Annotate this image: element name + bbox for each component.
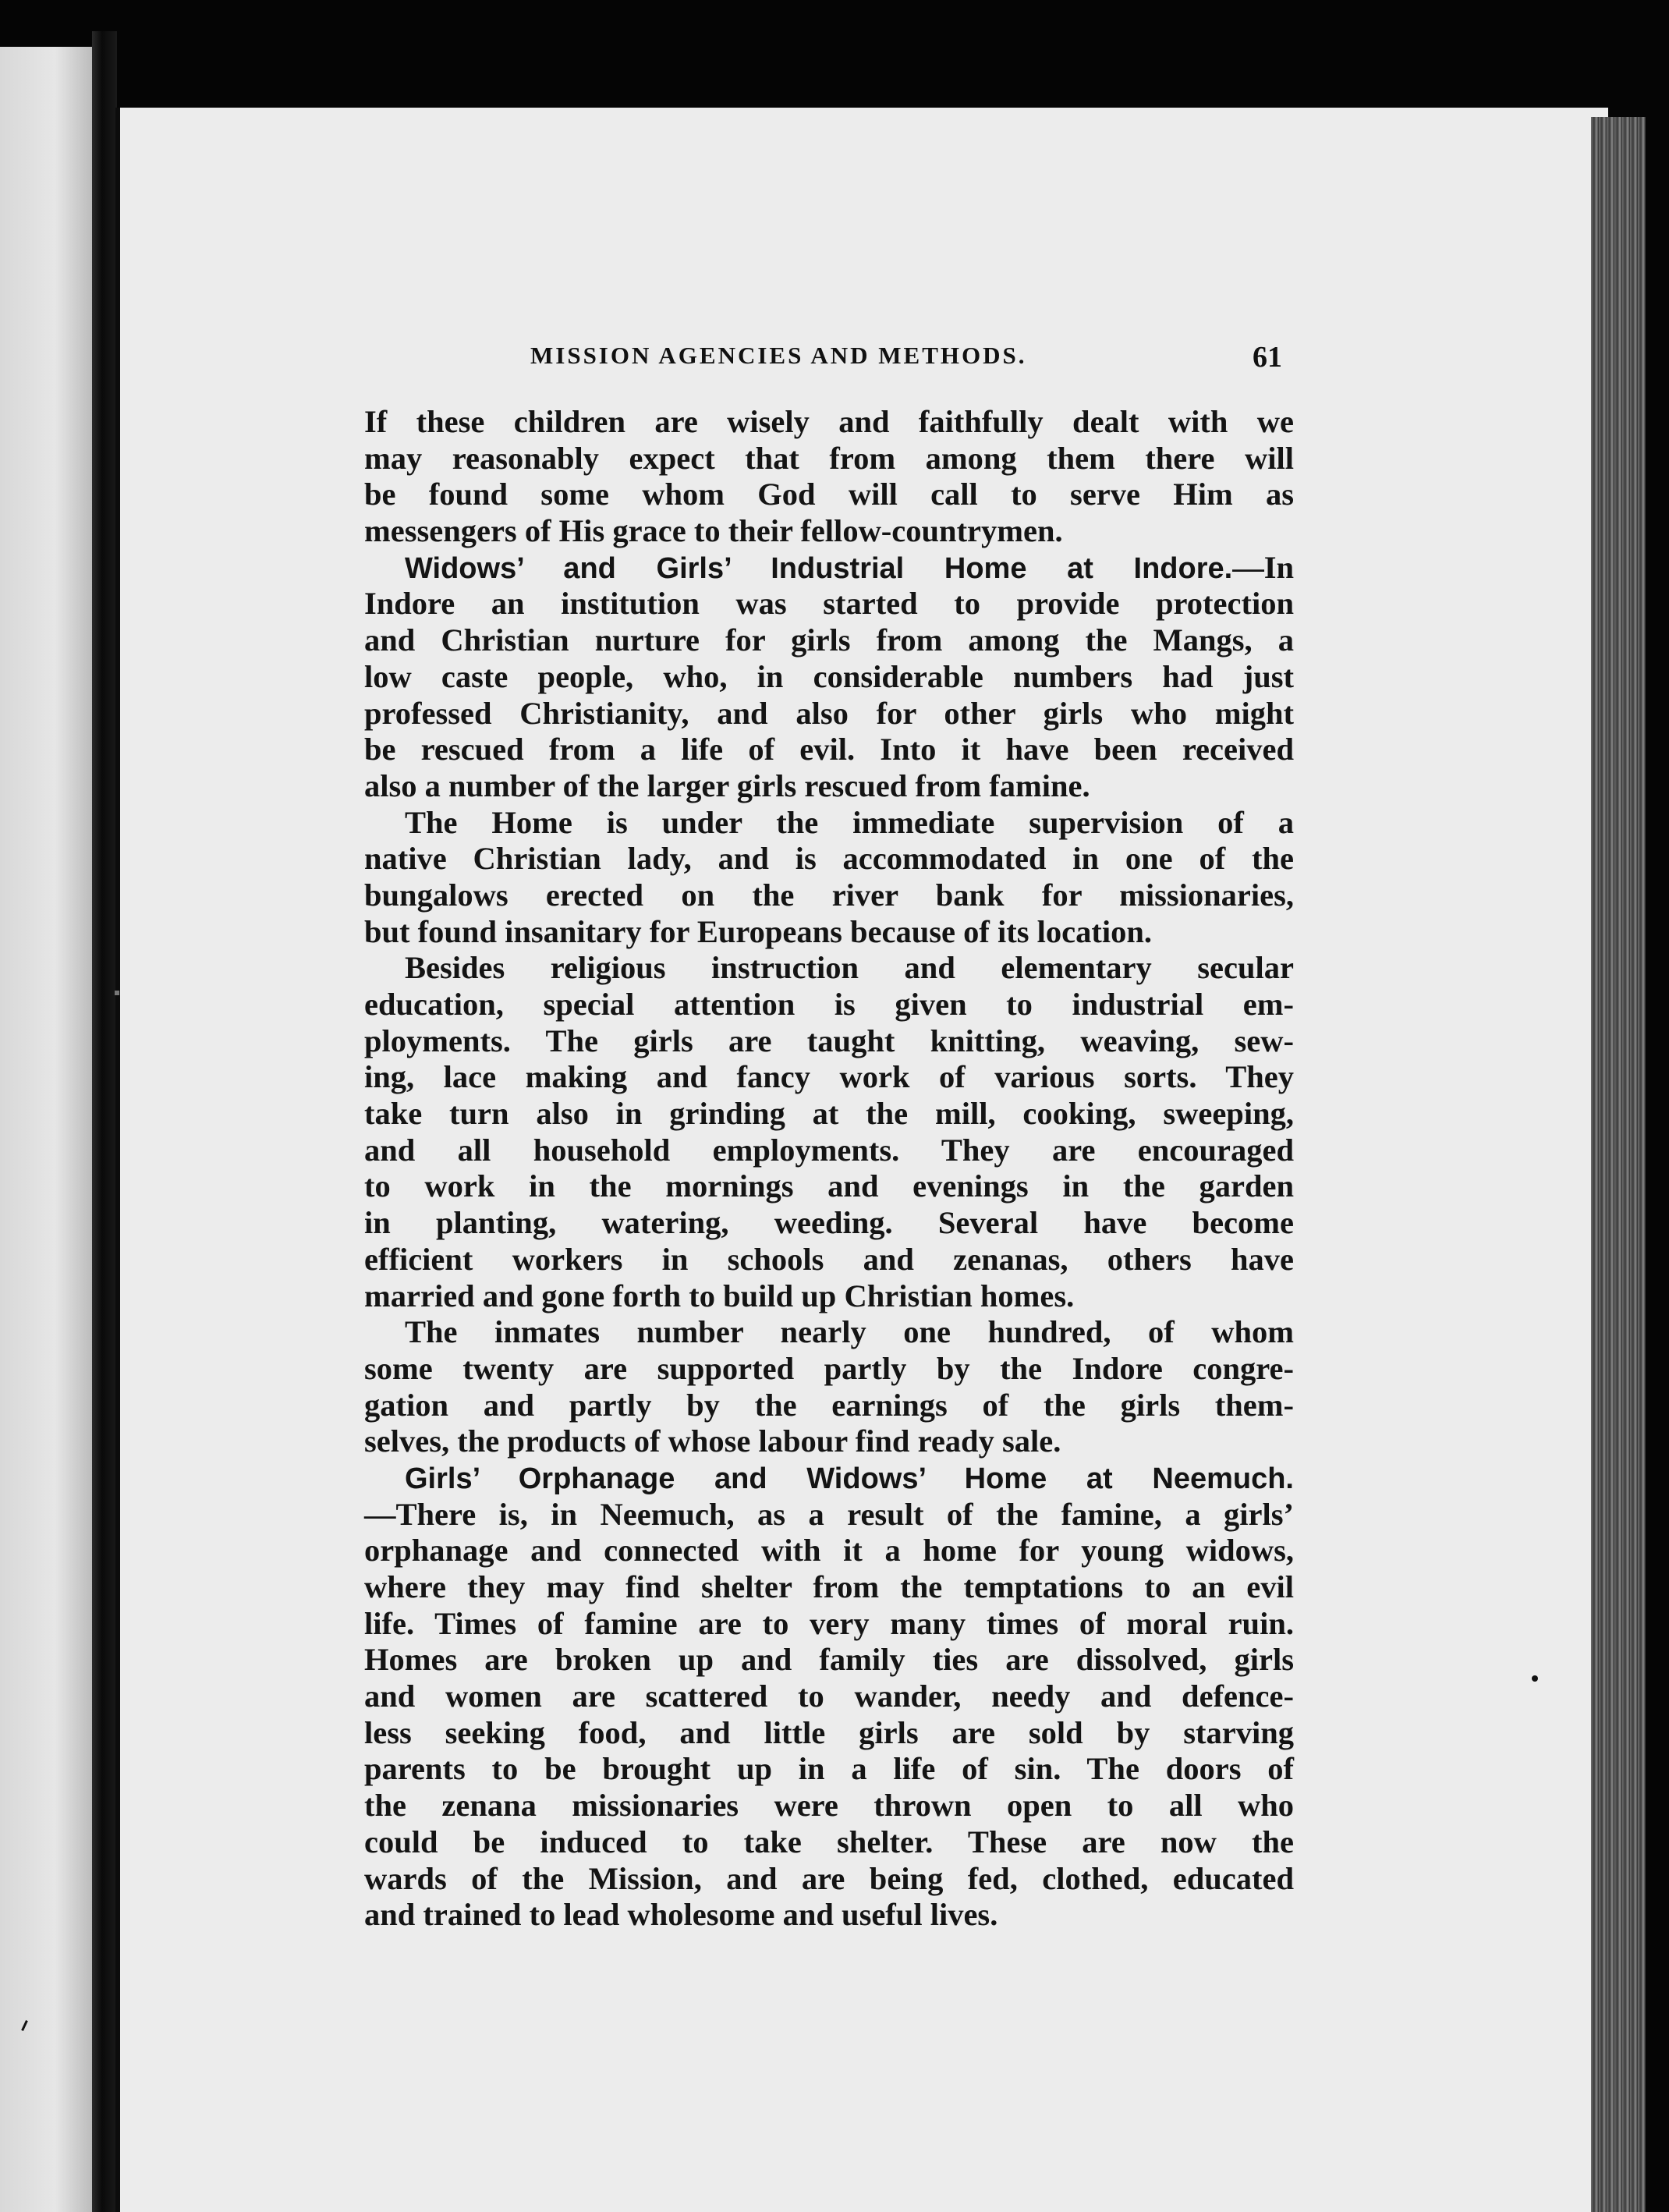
line-text: but found insanitary for Europeans because of its location. [364,913,1153,949]
text-line [364,877,1294,914]
line-text: Indore an institution was started to provide protection [364,586,1294,622]
running-head: MISSION AGENCIES AND METHODS. [530,342,1027,369]
gutter-mark [115,991,119,995]
line-text: life. Times of famine are to very many times of moral ruin. [364,1605,1294,1641]
line-text: and Christian nurture for girls from among the Mangs, a [364,622,1294,658]
text-line [364,950,1294,987]
text-line [364,1205,1294,1242]
text-line [364,1642,1294,1678]
text-line [364,1096,1294,1133]
line-text: —In [1232,549,1294,585]
line-text: orphanage and connected with it a home for young widows, [364,1533,1294,1569]
line-text: in planting, watering, weeding. Several have become [364,1205,1294,1241]
text-line [364,1678,1294,1715]
line-text: less seeking food, and little girls are sold by starving [364,1714,1294,1750]
line-text: gation and partly by the earnings of the girls them- [364,1387,1294,1423]
text-line [364,1533,1294,1569]
page-stack-edge [1591,117,1646,2212]
line-text: messengers of His grace to their fellow-countrymen. [364,513,1063,549]
line-text: take turn also in grinding at the mill, cooking, sweeping, [364,1096,1294,1132]
text-line [364,513,1294,550]
line-text: to work in the mornings and evenings in the garden [364,1168,1294,1204]
text-line [364,477,1294,513]
book-gutter [92,31,117,2212]
line-text: ing, lace making and fancy work of various sorts. They [364,1059,1294,1095]
line-text: be found some whom God will call to serve Him as [364,477,1294,512]
line-text: If these children are wisely and faithfully dealt with we [364,404,1294,439]
text-line [364,1861,1294,1898]
text-line [364,841,1294,877]
text-line [364,1569,1294,1606]
line-text: wards of the Mission, and are being fed, clothed, educated [364,1860,1294,1896]
line-text: could be induced to take shelter. These are now the [364,1824,1294,1859]
text-line [364,1133,1294,1169]
text-line [364,1242,1294,1278]
section-heading: Girls’ Orphanage and Widows’ Home at Neemuch. [405,1462,1294,1495]
text-line [364,1059,1294,1096]
line-text: bungalows erected on the river bank for missionaries, [364,877,1294,913]
text-line [364,1788,1294,1824]
text-line [364,696,1294,732]
line-text: some twenty are supported partly by the Indore congre- [364,1350,1294,1386]
section-heading: Widows’ and Girls’ Industrial Home at Indore. [405,551,1233,585]
text-line [364,1606,1294,1643]
body-text [364,404,1294,1934]
line-text: the zenana missionaries were thrown open to all who [364,1788,1294,1824]
text-line [364,1897,1294,1934]
line-text: The inmates number nearly one hundred, of whom [405,1314,1294,1350]
text-line [364,1278,1294,1315]
text-line [364,1715,1294,1752]
line-text: and trained to lead wholesome and useful lives. [364,1897,998,1933]
text-line [364,1168,1294,1205]
line-text: native Christian lady, and is accommodated in one of the [364,841,1294,877]
line-text: Homes are broken up and family ties are dissolved, girls [364,1642,1294,1678]
text-line [364,1497,1294,1533]
text-line [364,732,1294,768]
text-line [364,1314,1294,1351]
text-line [364,1423,1294,1460]
line-text: and all household employments. They are encouraged [364,1132,1294,1168]
page-number: 61 [1253,341,1282,374]
text-line [364,586,1294,622]
text-line [364,1388,1294,1424]
line-text: The Home is under the immediate supervision of a [405,804,1294,840]
text-line [364,622,1294,659]
text-line [364,1351,1294,1388]
line-text: low caste people, who, in considerable numbers had just [364,658,1294,694]
text-line [364,987,1294,1023]
line-text: ployments. The girls are taught knitting, weaving, sew- [364,1023,1294,1058]
line-text: selves, the products of whose labour find ready sale. [364,1423,1061,1459]
text-line [364,441,1294,477]
section-heading-line [364,1460,1294,1497]
text-line [364,1023,1294,1060]
line-text: may reasonably expect that from among them there will [364,440,1294,476]
line-text: professed Christianity, and also for other girls who might [364,695,1294,731]
line-text: and women are scattered to wander, needy and defence- [364,1678,1294,1714]
line-text: married and gone forth to build up Christian homes. [364,1278,1075,1313]
line-text: parents to be brought up in a life of sin. The doors of [364,1751,1294,1787]
text-line [364,768,1294,805]
text-line [364,805,1294,842]
line-text: Besides religious instruction and elementary secular [405,950,1294,986]
line-text: education, special attention is given to industrial em- [364,987,1294,1022]
line-text: also a number of the larger girls rescued from famine. [364,767,1090,803]
line-text: efficient workers in schools and zenanas, others have [364,1241,1294,1277]
section-heading-line [364,550,1294,587]
line-text: where they may find shelter from the temptations to an evil [364,1569,1294,1604]
line-text: be rescued from a life of evil. Into it have been received [364,732,1294,767]
text-line [364,659,1294,696]
left-page-edge [0,47,92,2212]
margin-dot-mark [1532,1675,1538,1682]
text-line [364,1751,1294,1788]
text-line [364,404,1294,441]
text-line [364,914,1294,951]
text-line [364,1824,1294,1861]
line-text: —There is, in Neemuch, as a result of the famine, a girls’ [364,1496,1294,1532]
